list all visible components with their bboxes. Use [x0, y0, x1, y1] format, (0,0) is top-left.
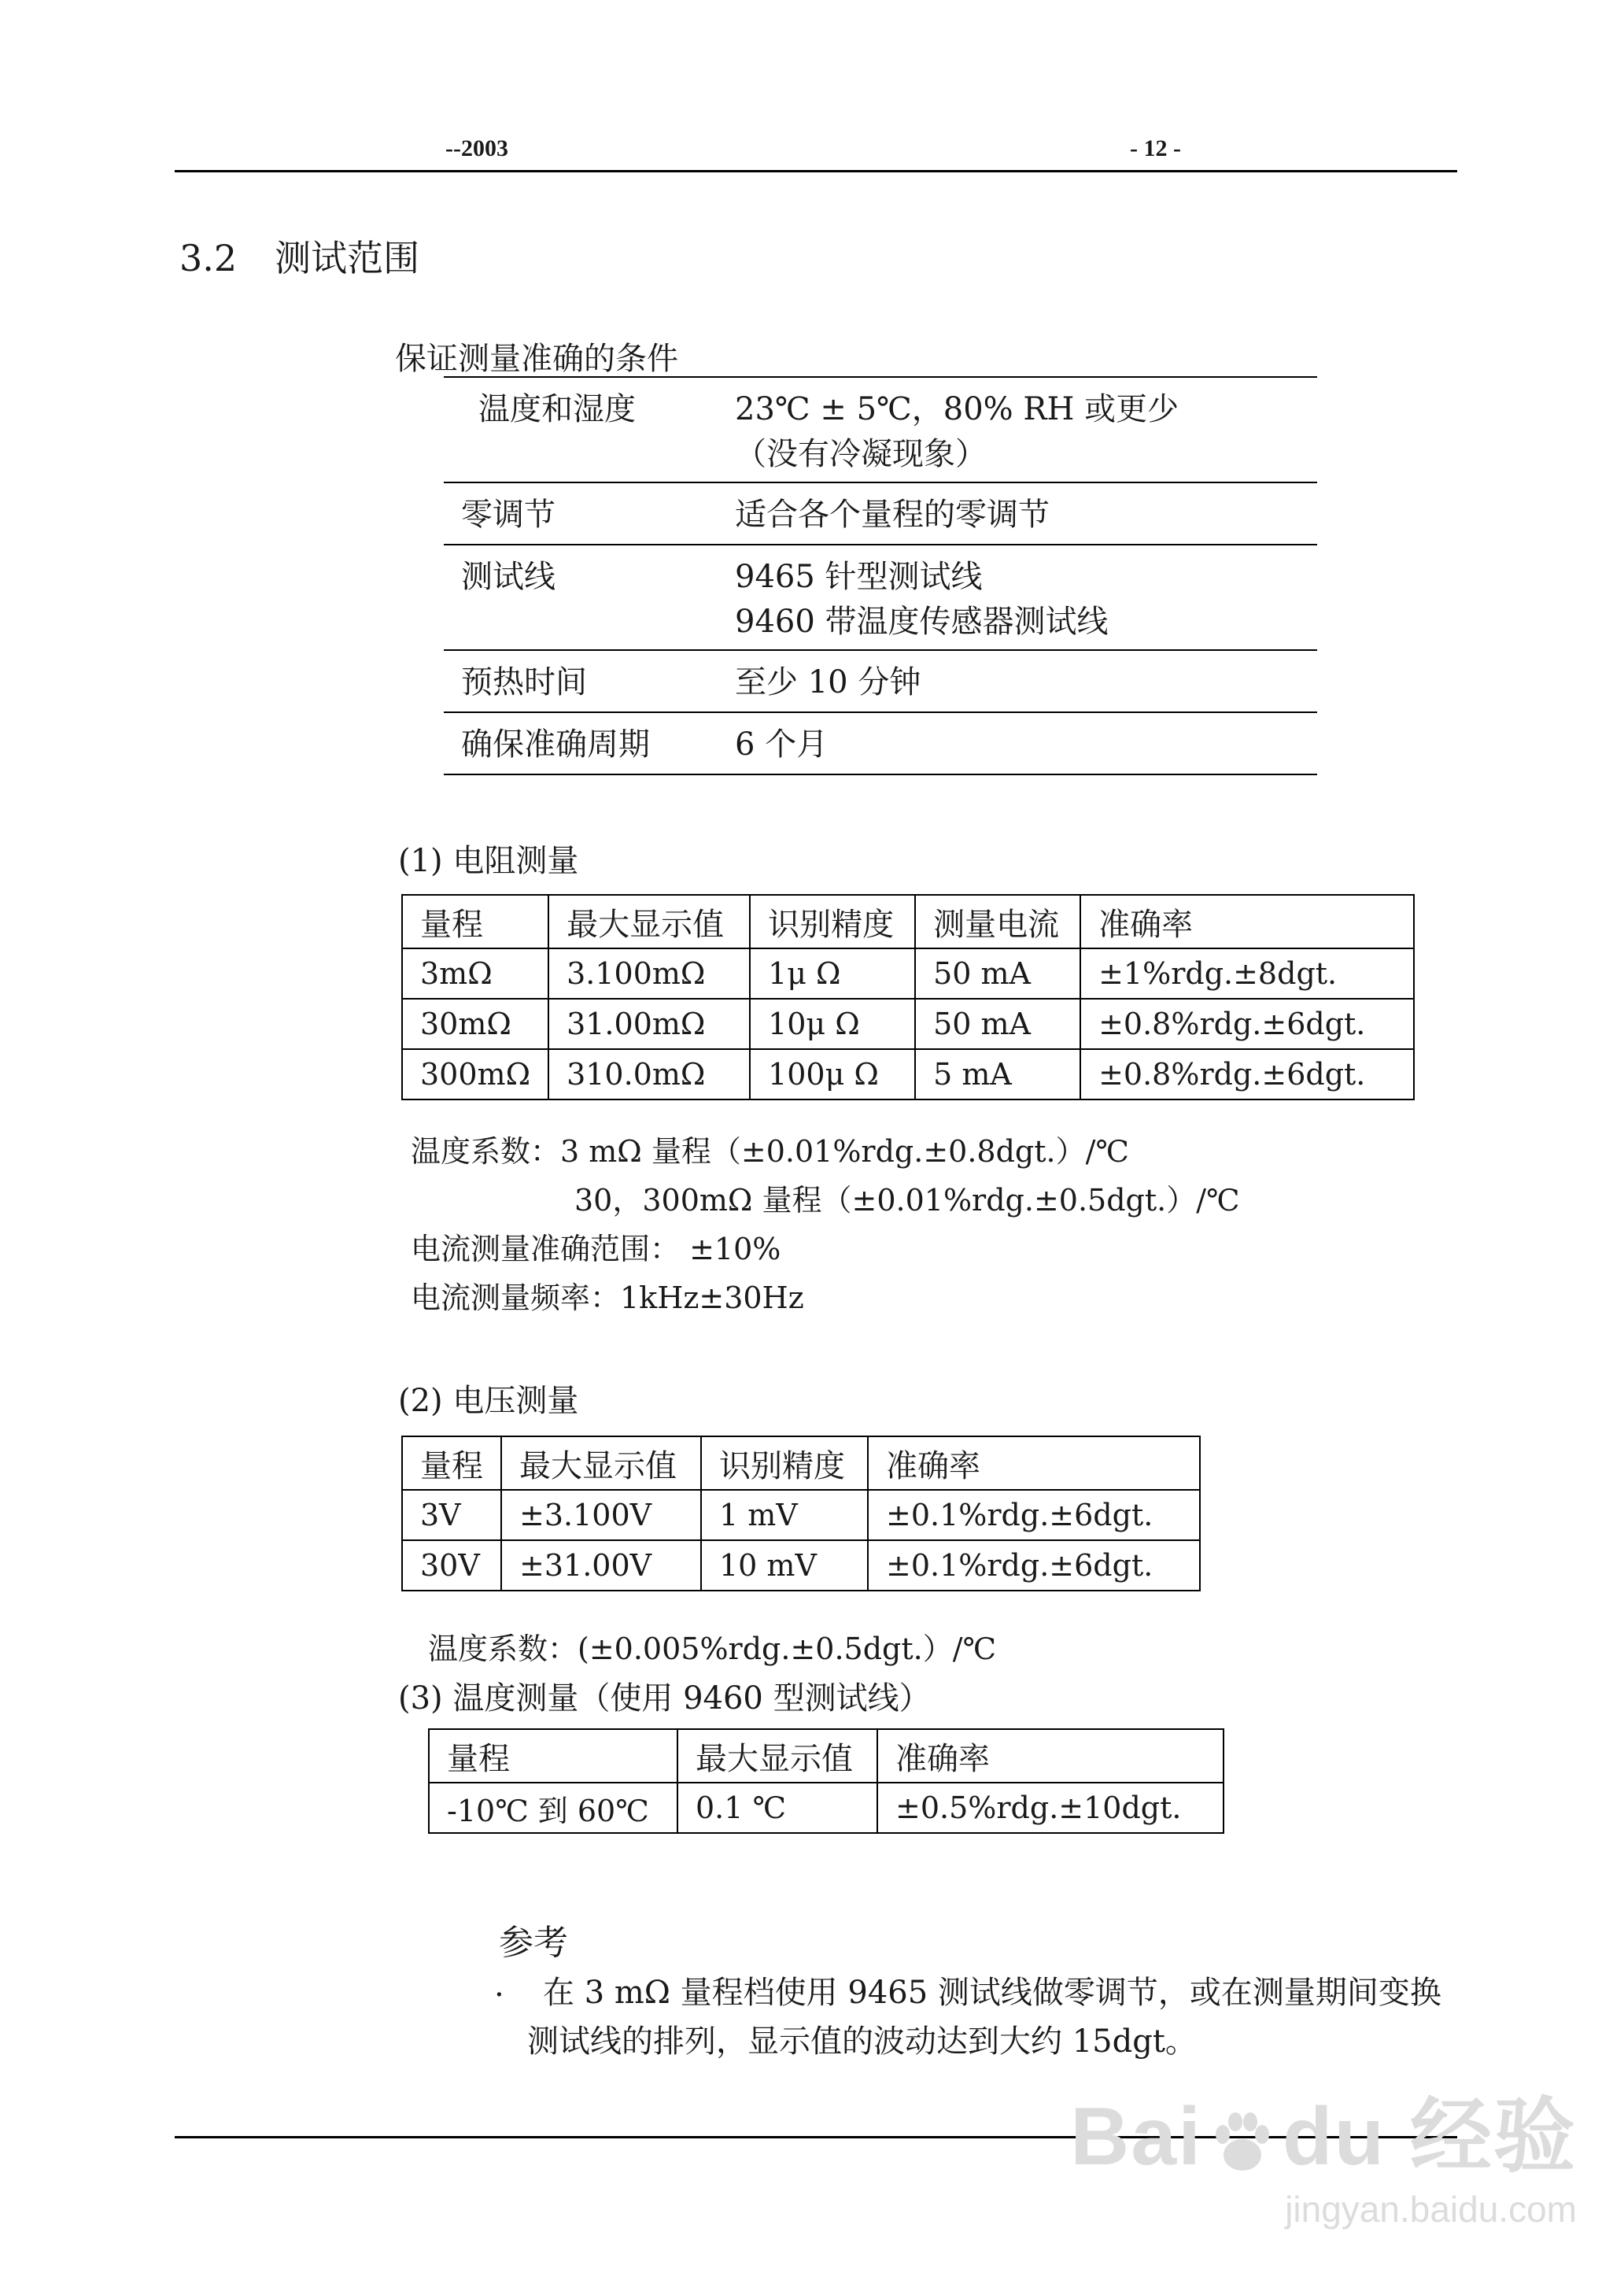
watermark [1070, 2070, 1577, 2230]
table-header-row [402, 1436, 1200, 1490]
condition-label: 零调节 [444, 482, 735, 545]
page-number: - 12 - [1130, 135, 1181, 161]
temperature-table [428, 1728, 1224, 1834]
column-header: 识别精度 [750, 895, 915, 948]
header-rule [175, 170, 1457, 172]
resistance-note: 30，300mΩ 量程（±0.01%rdg.±0.5dgt.）/℃ [574, 1183, 1240, 1218]
table-row [444, 377, 1317, 429]
voltage-title: (2) 电压测量 [398, 1383, 579, 1419]
table-cell: 3V [402, 1490, 501, 1540]
table-cell: ±0.1%rdg.±6dgt. [868, 1540, 1200, 1591]
table-header-row [429, 1729, 1224, 1783]
resistance-note: 电流测量准确范围： ±10% [411, 1232, 781, 1266]
voltage-note: 温度系数：(±0.005%rdg.±0.5dgt.）/℃ [428, 1632, 997, 1666]
paw-icon [1207, 2108, 1278, 2179]
table-cell: 30V [402, 1540, 501, 1591]
condition-value: 23℃ ± 5℃，80% RH 或更少 [735, 377, 1317, 429]
table-cell: ±0.8%rdg.±6dgt. [1080, 1049, 1414, 1099]
table-cell: 0.1 ℃ [677, 1783, 877, 1833]
column-header: 最大显示值 [677, 1729, 877, 1783]
column-header: 识别精度 [701, 1436, 868, 1490]
condition-label: 确保准确周期 [444, 712, 735, 774]
table-row [402, 948, 1414, 999]
table-header-row [402, 895, 1414, 948]
table-cell: ±0.5%rdg.±10dgt. [877, 1783, 1224, 1833]
table-cell: 1μ Ω [750, 948, 915, 999]
table-cell: ±31.00V [501, 1540, 701, 1591]
reference-line: 测试线的排列，显示值的波动达到大约 15dgt。 [527, 2023, 1197, 2060]
table-cell: 10μ Ω [750, 999, 915, 1049]
watermark-logo-left: Bai [1070, 2091, 1203, 2182]
resistance-note: 电流测量频率：1kHz±30Hz [411, 1281, 804, 1315]
column-header: 准确率 [877, 1729, 1224, 1783]
condition-label: 预热时间 [444, 650, 735, 712]
column-header: 量程 [402, 895, 548, 948]
reference-title: 参考 [499, 1923, 568, 1963]
condition-value: 9460 带温度传感器测试线 [735, 597, 1317, 650]
column-header: 准确率 [868, 1436, 1200, 1490]
table-cell: ±1%rdg.±8dgt. [1080, 948, 1414, 999]
table-row [444, 712, 1317, 774]
condition-value: 适合各个量程的零调节 [735, 482, 1317, 545]
table-row [444, 597, 1317, 650]
section-title: 测试范围 [275, 237, 420, 279]
table-cell: 31.00mΩ [548, 999, 750, 1049]
conditions-title: 保证测量准确的条件 [395, 341, 678, 377]
condition-value: 6 个月 [735, 712, 1317, 774]
table-cell: 100μ Ω [750, 1049, 915, 1099]
header-left: --2003 [445, 135, 508, 161]
watermark-logo [1070, 2070, 1577, 2188]
column-header: 量程 [429, 1729, 677, 1783]
table-row [402, 1490, 1200, 1540]
table-cell: ±0.8%rdg.±6dgt. [1080, 999, 1414, 1049]
watermark-logo-right: du [1283, 2091, 1386, 2182]
table-row [402, 999, 1414, 1049]
watermark-logo-cn: 经验 [1409, 2091, 1577, 2182]
table-cell: 30mΩ [402, 999, 548, 1049]
condition-label: 测试线 [461, 559, 555, 595]
section-heading [179, 230, 419, 282]
section-number: 3.2 [179, 237, 238, 279]
column-header: 最大显示值 [501, 1436, 701, 1490]
condition-value: 9465 针型测试线 [735, 559, 983, 595]
column-header: 测量电流 [915, 895, 1080, 948]
condition-label: 温度和湿度 [444, 377, 735, 429]
watermark-url: jingyan.baidu.com [1285, 2189, 1577, 2230]
column-header: 最大显示值 [548, 895, 750, 948]
conditions-table [444, 376, 1317, 775]
table-cell: 310.0mΩ [548, 1049, 750, 1099]
table-cell: ±3.100V [501, 1490, 701, 1540]
table-cell: 50 mA [915, 999, 1080, 1049]
table-row [444, 650, 1317, 712]
temperature-title: (3) 温度测量（使用 9460 型测试线） [398, 1680, 931, 1717]
table-row [444, 545, 1317, 597]
table-cell: 1 mV [701, 1490, 868, 1540]
table-row [402, 1540, 1200, 1591]
table-cell: 50 mA [915, 948, 1080, 999]
table-row [402, 1049, 1414, 1099]
table-cell: 300mΩ [402, 1049, 548, 1099]
resistance-table [401, 894, 1415, 1100]
table-cell: 10 mV [701, 1540, 868, 1591]
reference-line: 在 3 mΩ 量程档使用 9465 测试线做零调节，或在测量期间变换 [543, 1975, 1441, 2011]
column-header: 量程 [402, 1436, 501, 1490]
condition-value: （没有冷凝现象） [735, 429, 1317, 482]
resistance-note: 温度系数：3 mΩ 量程（±0.01%rdg.±0.8dgt.）/℃ [411, 1134, 1129, 1169]
condition-value: 至少 10 分钟 [735, 650, 1317, 712]
resistance-title: (1) 电阻测量 [398, 843, 579, 879]
table-cell: ±0.1%rdg.±6dgt. [868, 1490, 1200, 1540]
table-row [444, 482, 1317, 545]
table-cell: 3.100mΩ [548, 948, 750, 999]
reference-bullet: . [494, 1968, 504, 2004]
column-header: 准确率 [1080, 895, 1414, 948]
table-row [444, 429, 1317, 482]
table-cell: 5 mA [915, 1049, 1080, 1099]
table-cell: -10℃ 到 60℃ [429, 1783, 677, 1833]
voltage-table [401, 1436, 1201, 1591]
table-row [429, 1783, 1224, 1833]
table-cell: 3mΩ [402, 948, 548, 999]
